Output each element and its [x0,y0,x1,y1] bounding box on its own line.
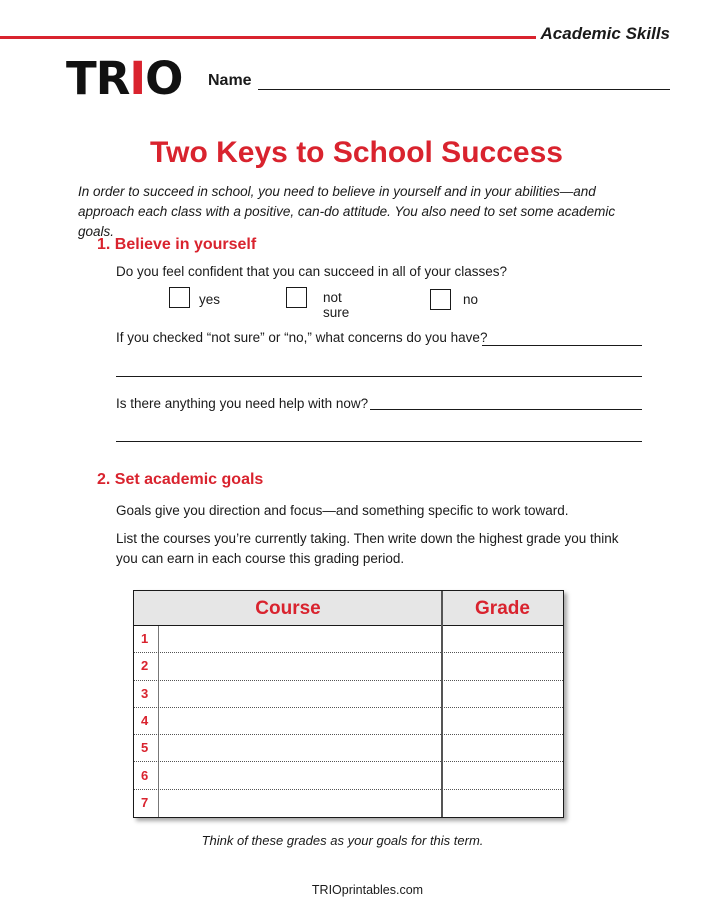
goals-intro-text: Goals give you direction and focus—and something specific to work toward. [116,503,569,518]
section-1-heading: 1. Believe in yourself [97,236,257,253]
row-number: 5 [141,740,149,756]
row-number: 2 [141,658,149,674]
option-no-label: no [463,292,479,307]
row-number: 1 [141,631,149,646]
checkbox-not-sure[interactable] [286,287,307,308]
header-rule [0,36,536,39]
row-number: 6 [141,767,149,783]
section-2-heading: 2. Set academic goals [97,471,264,488]
option-yes-label: yes [199,292,221,307]
grade-column-header: Grade [475,598,530,619]
intro-text: In order to succeed in school, you need to believe in yourself and in your abilities—and approach each class with a positive, can-do attitude. You also need to set some academic goals. [78,184,616,239]
row-number: 7 [141,794,149,810]
table-row[interactable] [134,626,563,653]
table-row[interactable] [134,708,563,735]
concerns-answer-line[interactable] [482,345,642,346]
table-row[interactable] [134,790,563,817]
course-column-header: Course [255,598,321,619]
checkbox-yes[interactable] [169,287,190,308]
table-row[interactable] [134,735,563,762]
row-number: 4 [141,712,149,728]
footer-url: TRIOprintables.com [311,883,424,897]
table-caption: Think of these grades as your goals for this term. [201,833,484,848]
help-answer-line[interactable] [370,409,642,410]
help-answer-line-2[interactable] [116,441,642,442]
table-row[interactable] [134,681,563,708]
name-field-line[interactable] [258,89,670,90]
option-not-sure-label: not sure [323,290,350,320]
table-row[interactable] [134,763,563,790]
trio-logo [66,52,183,105]
courses-table [133,590,564,818]
question-help: Is there anything you need help with now? [116,396,369,411]
question-confidence: Do you feel confident that you can succeed in all of your classes? [116,264,507,279]
name-label: Name [208,72,252,89]
goals-instruction-text: List the courses you’re currently taking. Then write down the highest grade you think you can earn in each course this grading period. [116,531,619,566]
question-concerns: If you checked “not sure” or “no,” what concerns do you have? [116,330,488,345]
page-title: Two Keys to School Success [150,136,563,169]
category-label: Academic Skills [540,24,670,43]
table-header [134,591,563,626]
logo-part-1: TR [66,52,130,105]
logo-part-2: I [129,52,146,105]
table-row[interactable] [134,653,563,680]
concerns-answer-line-2[interactable] [116,376,642,377]
logo-part-3: O [145,52,183,105]
checkbox-no[interactable] [430,289,451,310]
row-number: 3 [141,685,149,701]
